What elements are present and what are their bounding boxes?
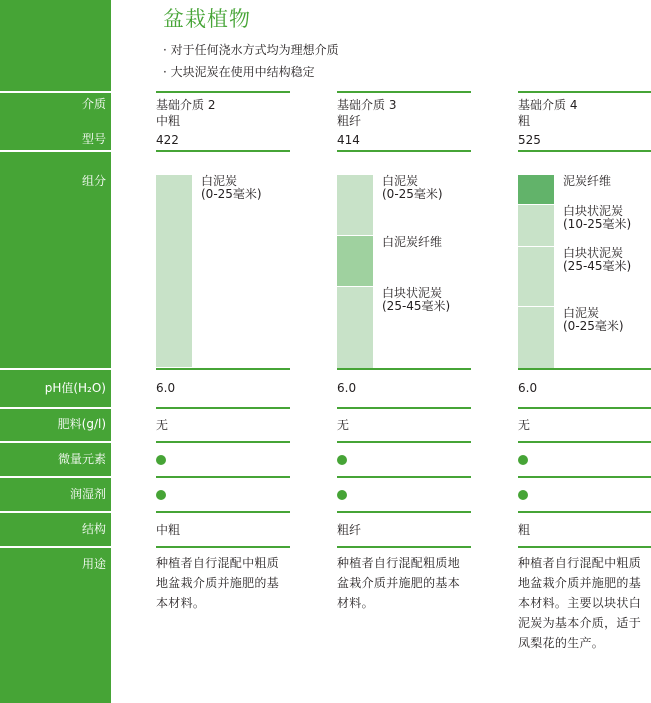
label-usage: 用途 bbox=[81, 557, 106, 571]
usage-text: 地盆栽介质并施肥的基 bbox=[156, 576, 280, 590]
row-divider bbox=[156, 150, 290, 152]
composition-label: (25-45毫米) bbox=[563, 259, 632, 274]
row-divider bbox=[156, 546, 290, 548]
wetting-agent-dot-icon bbox=[156, 490, 166, 500]
row-divider bbox=[156, 91, 290, 93]
row-divider bbox=[337, 91, 471, 93]
composition-label: 白块状泥炭 bbox=[563, 246, 624, 261]
sidebar-divider bbox=[0, 150, 111, 152]
row-divider bbox=[337, 441, 471, 443]
sidebar-divider bbox=[0, 476, 111, 478]
bullet-point: · 大块泥炭在使用中结构稳定 bbox=[163, 65, 315, 79]
trace-elements-dot-icon bbox=[337, 455, 347, 465]
row-divider bbox=[518, 368, 651, 370]
page-title: 盆栽植物 bbox=[163, 7, 251, 31]
product-grade: 粗 bbox=[518, 114, 531, 128]
fertilizer-value: 无 bbox=[337, 418, 350, 432]
product-name: 基础介质 4 bbox=[518, 98, 578, 112]
composition-segment bbox=[337, 235, 373, 288]
composition-label: 白泥炭 bbox=[201, 174, 238, 188]
row-divider bbox=[156, 476, 290, 478]
composition-label: (25-45毫米) bbox=[382, 299, 451, 314]
bullet-point: · 对于任何浇水方式均为理想介质 bbox=[163, 43, 339, 57]
row-divider bbox=[518, 441, 651, 443]
label-model: 型号 bbox=[81, 132, 106, 146]
row-divider bbox=[518, 511, 651, 513]
usage-text: 泥炭为基本介质，适于 bbox=[518, 616, 642, 630]
sidebar-divider bbox=[0, 368, 111, 370]
fertilizer-value: 无 bbox=[518, 418, 531, 432]
product-model: 422 bbox=[156, 133, 179, 147]
product-grade: 中粗 bbox=[156, 114, 181, 128]
composition-segment bbox=[518, 306, 554, 368]
composition-label: 白泥炭纤维 bbox=[382, 234, 443, 249]
row-divider bbox=[337, 150, 471, 152]
row-divider bbox=[156, 441, 290, 443]
composition-label: (0-25毫米) bbox=[382, 187, 443, 201]
product-model: 414 bbox=[337, 133, 360, 147]
usage-text: 本材料。 bbox=[156, 596, 206, 610]
row-divider bbox=[518, 546, 651, 548]
row-divider bbox=[518, 407, 651, 409]
row-divider bbox=[337, 407, 471, 409]
structure-value: 中粗 bbox=[156, 523, 181, 537]
sidebar-divider bbox=[0, 546, 111, 548]
trace-elements-dot-icon bbox=[156, 455, 166, 465]
row-divider bbox=[518, 91, 651, 93]
usage-text: 盆栽介质并施肥的基本 bbox=[337, 576, 461, 590]
usage-text: 种植者自行混配中粗质 bbox=[518, 556, 642, 570]
composition-label: 白泥炭 bbox=[563, 305, 600, 320]
composition-segment bbox=[518, 204, 554, 247]
composition-label: 白块状泥炭 bbox=[563, 203, 624, 218]
structure-value: 粗纤 bbox=[337, 523, 362, 537]
ph-value: 6.0 bbox=[518, 381, 538, 395]
ph-value: 6.0 bbox=[337, 381, 357, 395]
row-divider bbox=[337, 476, 471, 478]
structure-value: 粗 bbox=[518, 523, 531, 537]
label-composition: 组分 bbox=[81, 174, 106, 188]
fertilizer-value: 无 bbox=[156, 418, 169, 432]
product-name: 基础介质 2 bbox=[156, 98, 216, 112]
row-divider bbox=[337, 511, 471, 513]
composition-label: (0-25毫米) bbox=[201, 187, 262, 201]
label-structure: 结构 bbox=[81, 522, 106, 536]
usage-text: 地盆栽介质并施肥的基 bbox=[518, 576, 642, 590]
sidebar-divider bbox=[0, 441, 111, 443]
label-wetting-agent: 润湿剂 bbox=[69, 487, 106, 501]
composition-label: 白块状泥炭 bbox=[382, 286, 443, 301]
trace-elements-dot-icon bbox=[518, 455, 528, 465]
label-medium: 介质 bbox=[81, 97, 106, 111]
composition-segment bbox=[156, 175, 192, 367]
row-divider bbox=[518, 150, 651, 152]
wetting-agent-dot-icon bbox=[518, 490, 528, 500]
sidebar-divider bbox=[0, 511, 111, 513]
product-model: 525 bbox=[518, 133, 541, 147]
composition-segment bbox=[337, 286, 373, 368]
composition-label: 白泥炭 bbox=[382, 174, 419, 188]
row-divider bbox=[156, 407, 290, 409]
label-trace-elements: 微量元素 bbox=[57, 452, 106, 466]
composition-label: 泥炭纤维 bbox=[563, 174, 612, 188]
product-grade: 粗纤 bbox=[337, 114, 362, 128]
ph-value: 6.0 bbox=[156, 381, 176, 395]
composition-label: (0-25毫米) bbox=[563, 318, 624, 333]
label-fertilizer: 肥料(g/l) bbox=[57, 417, 106, 431]
row-divider bbox=[518, 476, 651, 478]
composition-segment bbox=[337, 175, 373, 235]
usage-text: 凤梨花的生产。 bbox=[518, 636, 605, 650]
usage-text: 种植者自行混配粗质地 bbox=[337, 556, 461, 570]
composition-segment bbox=[518, 246, 554, 307]
product-name: 基础介质 3 bbox=[337, 98, 397, 112]
row-divider bbox=[156, 368, 290, 370]
wetting-agent-dot-icon bbox=[337, 490, 347, 500]
sidebar-divider bbox=[0, 407, 111, 409]
usage-text: 本材料。主要以块状白 bbox=[518, 596, 642, 610]
row-divider bbox=[337, 546, 471, 548]
composition-segment bbox=[518, 175, 554, 204]
label-ph: pH值(H₂O) bbox=[44, 381, 106, 395]
sidebar-divider bbox=[0, 91, 111, 93]
usage-text: 种植者自行混配中粗质 bbox=[156, 556, 280, 570]
row-divider bbox=[156, 511, 290, 513]
composition-label: (10-25毫米) bbox=[563, 216, 632, 231]
row-divider bbox=[337, 368, 471, 370]
usage-text: 材料。 bbox=[337, 596, 374, 610]
